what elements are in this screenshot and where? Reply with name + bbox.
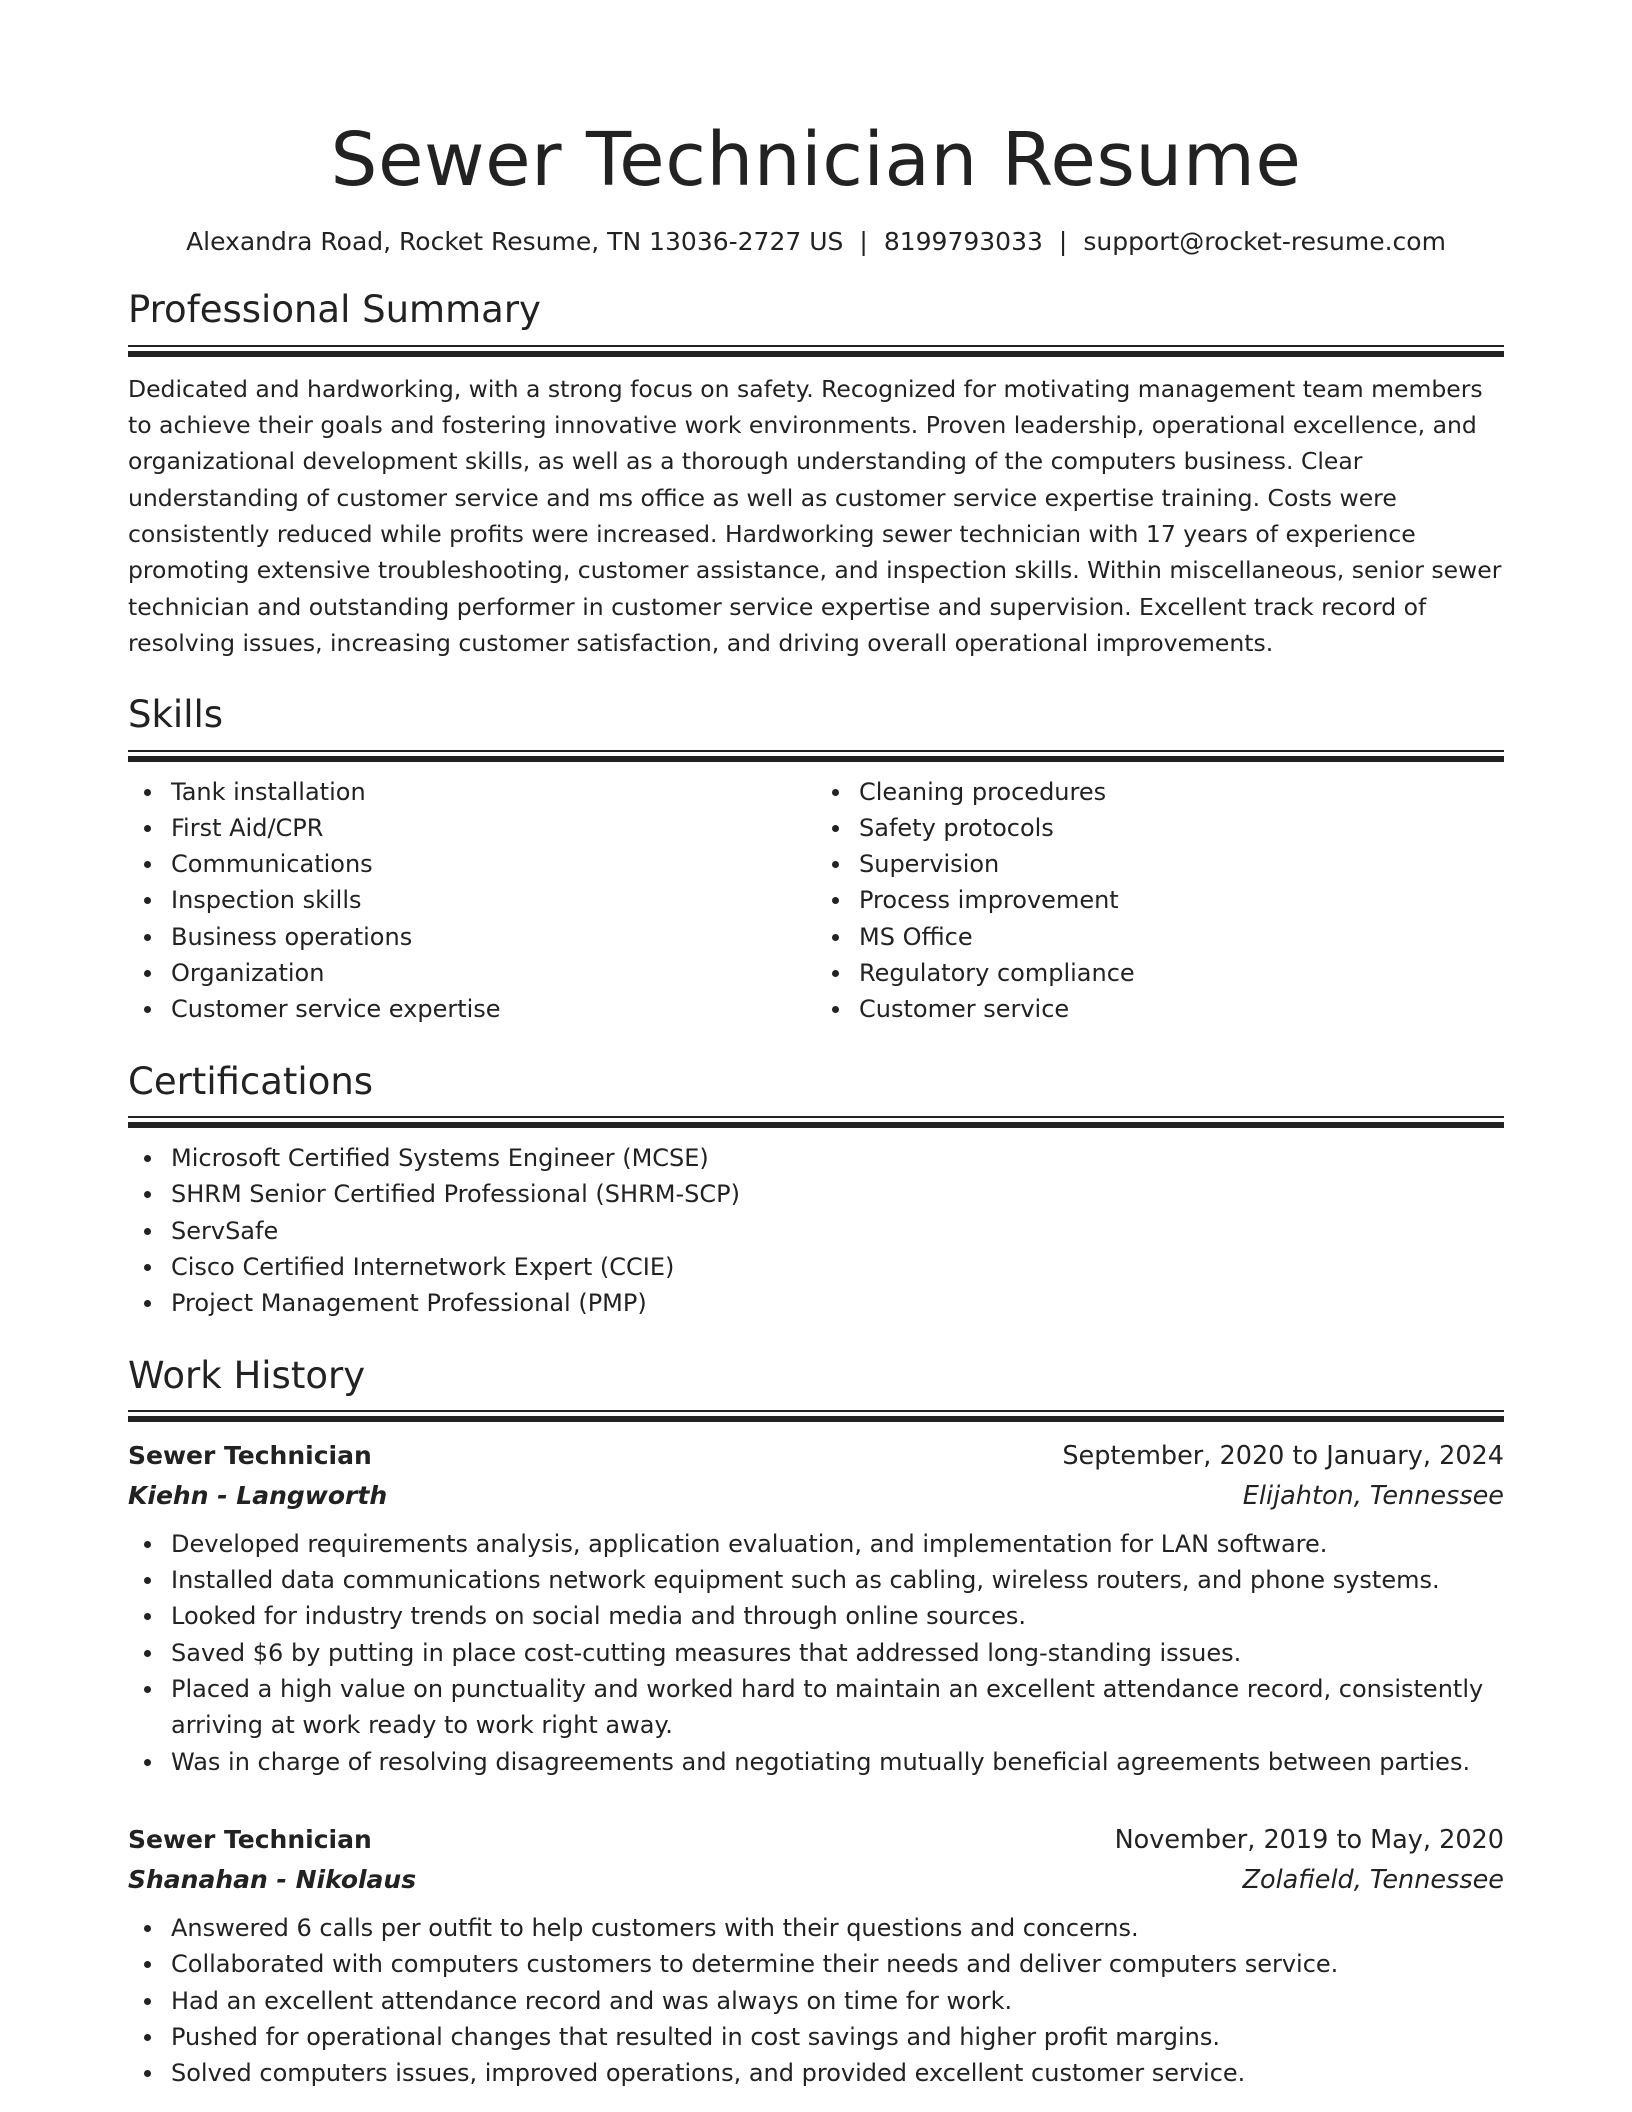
skill-item: First Aid/CPR [128,810,816,846]
job-company: Kiehn - Langworth [128,1480,388,1510]
certifications-section [128,1060,1504,1322]
skill-item: Cleaning procedures [816,774,1504,810]
job-duty-item: Saved $6 by putting in place cost-cutting measures that addressed long-standing issues. [128,1635,1504,1671]
contact-separator: | [859,227,868,257]
skill-item: Tank installation [128,774,816,810]
skill-item: Safety protocols [816,810,1504,846]
job-entry [128,1820,1504,2091]
job-duty-item: Answered 6 calls per outfit to help customers with their questions and concerns. [128,1910,1504,1946]
job-duty-item: Placed a high value on punctuality and worked hard to maintain an excellent attendance record, consistently arriving at work ready to work right away. [128,1671,1504,1744]
certification-item: Microsoft Certified Systems Engineer (MCSE) [128,1140,1504,1176]
skills-section [128,693,1504,1027]
skill-item: Business operations [128,919,816,955]
job-title: Sewer Technician [128,1440,372,1470]
job-duty-item: Looked for industry trends on social media and through online sources. [128,1598,1504,1634]
contact-separator: | [1058,227,1068,257]
skill-item: Supervision [816,846,1504,882]
skill-item: MS Office [816,919,1504,955]
job-duty-item: Developed requirements analysis, application evaluation, and implementation for LAN software. [128,1526,1504,1562]
job-location: Zolafield, Tennessee [1242,1864,1504,1895]
job-entry [128,1436,1504,1780]
job-dates: November, 2019 to May, 2020 [1114,1824,1504,1855]
job-company: Shanahan - Nikolaus [128,1864,417,1894]
section-heading: Work History [128,1353,366,1397]
job-duty-item: Installed data communications network equipment such as cabling, wireless routers, and phone systems. [128,1562,1504,1598]
contact-line [128,227,1504,256]
job-duty-item: Solved computers issues, improved operations, and provided excellent customer service. [128,2055,1504,2091]
job-dates: September, 2020 to January, 2024 [1062,1440,1504,1471]
section-heading: Professional Summary [128,288,541,332]
job-duties-list [128,1526,1504,1780]
contact-email: support@rocket-resume.com [1083,227,1446,257]
certification-item: Project Management Professional (PMP) [128,1285,1504,1321]
job-header-row [128,1820,1504,1860]
skill-item: Inspection skills [128,882,816,918]
job-subheader-row [128,1476,1504,1516]
job-duties-list [128,1910,1504,2091]
work-history-section [128,1354,1504,2092]
contact-address: Alexandra Road, Rocket Resume, TN 13036-2727 US [186,227,844,257]
skill-item: Customer service expertise [128,991,816,1027]
skill-item: Process improvement [816,882,1504,918]
certification-item: Cisco Certified Internetwork Expert (CCIE) [128,1249,1504,1285]
section-heading: Certifications [128,1059,374,1103]
professional-summary-section [128,288,1504,661]
certification-item: ServSafe [128,1213,1504,1249]
section-divider [128,750,1504,762]
job-header-row [128,1436,1504,1476]
section-heading: Skills [128,693,224,737]
job-title: Sewer Technician [128,1824,372,1854]
skill-item: Organization [128,955,816,991]
skills-grid [128,774,1504,1028]
certification-item: SHRM Senior Certified Professional (SHRM-SCP) [128,1176,1504,1212]
skill-item: Regulatory compliance [816,955,1504,991]
contact-phone: 8199793033 [883,227,1043,257]
resume-title: Sewer Technician Resume [330,117,1302,203]
job-duty-item: Had an excellent attendance record and was always on time for work. [128,1983,1504,2019]
job-duty-item: Collaborated with computers customers to determine their needs and deliver computers service. [128,1946,1504,1982]
job-duty-item: Was in charge of resolving disagreements and negotiating mutually beneficial agreements between parties. [128,1744,1504,1780]
section-divider [128,1116,1504,1128]
job-duty-item: Pushed for operational changes that resulted in cost savings and higher profit margins. [128,2019,1504,2055]
summary-text: Dedicated and hardworking, with a strong focus on safety. Recognized for motivating management team members to achieve their goals and fostering innovative work environments. Proven leadership, operational excellence, and organizational development skills, as well as a thorough understanding of the computers business. Clear understanding of customer service and ms office as well as customer service expertise training. Costs were consistently reduced while profits were increased. Hardworking sewer technician with 17 years of experience promoting extensive troubleshooting, customer assistance, and inspection skills. Within miscellaneous, senior sewer technician and outstanding performer in customer service expertise and supervision. Excellent track record of resolving issues, increasing customer satisfaction, and driving overall operational improvements. [128,374,1502,657]
job-location: Elijahton, Tennessee [1242,1480,1504,1511]
section-divider [128,345,1504,357]
skill-item: Communications [128,846,816,882]
skills-left-list [128,774,816,1028]
job-subheader-row [128,1860,1504,1900]
skills-right-list [816,774,1504,1028]
skill-item: Customer service [816,991,1504,1027]
certifications-list [128,1140,1504,1321]
section-divider [128,1410,1504,1422]
